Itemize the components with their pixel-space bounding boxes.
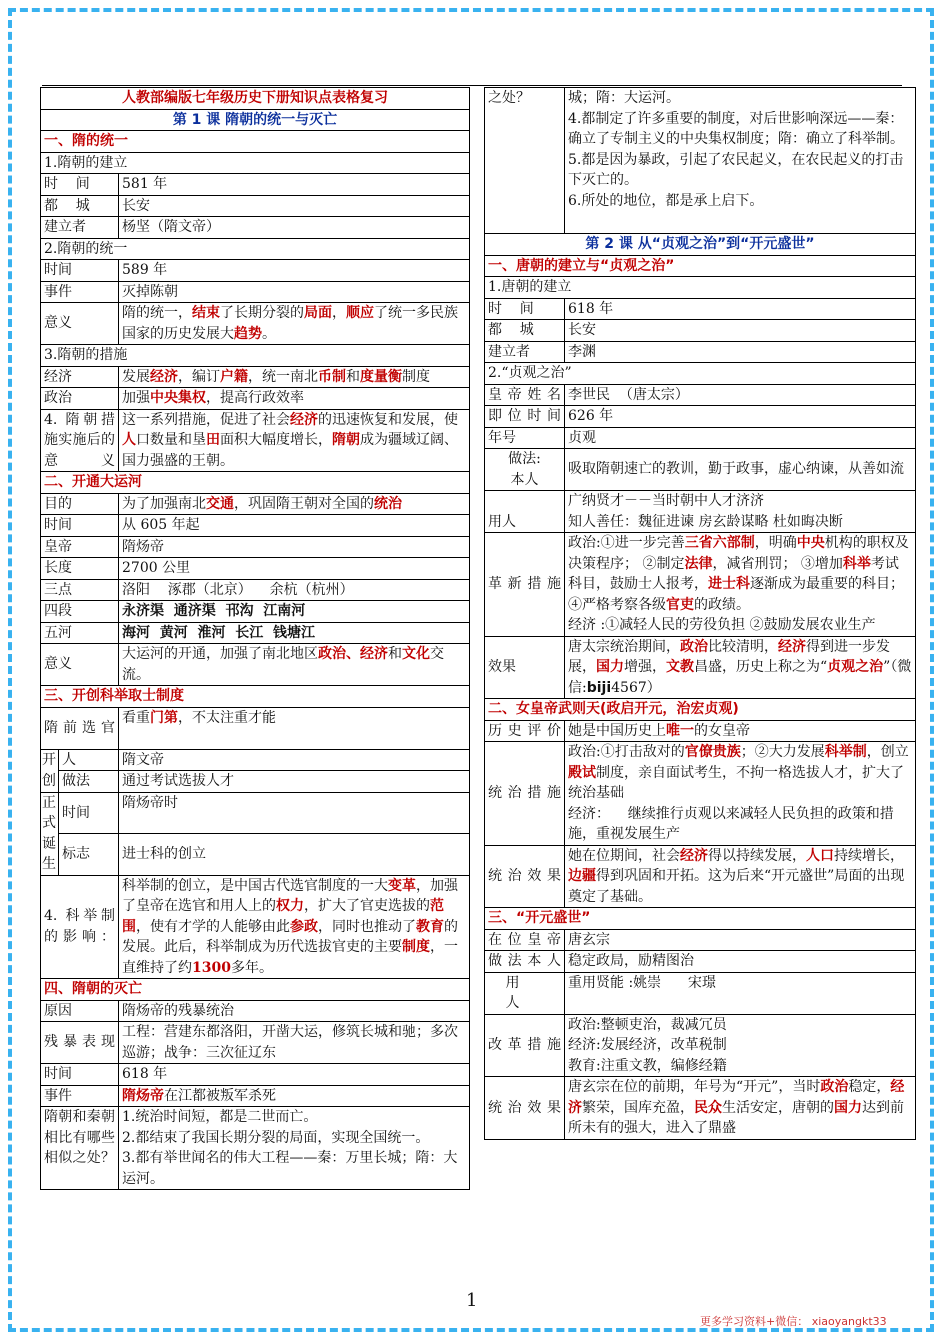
section-title: 三、开创科举取士制度 [41, 686, 470, 708]
row-value: 贞观 [565, 427, 916, 449]
row-value: 永济渠 通济渠 邗沟 江南河 [119, 601, 470, 623]
left-column [40, 87, 470, 1190]
section-title: 三、“开元盛世” [485, 908, 916, 930]
row-label: 建立者 [485, 341, 565, 363]
section-title: 一、唐朝的建立与“贞观之治” [485, 255, 916, 277]
row-value: 长安 [565, 320, 916, 342]
review-table-left [40, 87, 470, 1190]
row-label: 隋前选官 [41, 707, 119, 749]
row-label: 皇帝 [41, 536, 119, 558]
row-label: 都 城 [41, 195, 119, 217]
row-label: 4. 隋朝措施实施后的意义 [41, 409, 119, 472]
subheading: 2.隋朝的统一 [41, 238, 470, 260]
row-value: 她是中国历史上唯一的女皇帝 [565, 720, 916, 742]
row-label: 统治效果 [485, 1077, 565, 1140]
row-label: 做法本人 [485, 951, 565, 973]
subheading: 1.隋朝的建立 [41, 152, 470, 174]
row-label: 改革措施 [485, 1014, 565, 1077]
row-value: 重用贤能 :姚崇 宋璟 [565, 972, 916, 1014]
row-label: 标志 [59, 834, 119, 876]
row-value: 隋炀帝在江都被叛军杀死 [119, 1085, 470, 1107]
row-value: 发展经济，编订户籍，统一南北币制和度量衡制度 [119, 366, 470, 388]
row-value: 政治:①进一步完善三省六部制，明确中央机构的职权及决策程序； ②制定法律，减省刑罚； ③增加科举考试科目，鼓励士人报考，进士科逐渐成为最重要的科目； ④严格考察各级官吏的政绩。 经济 :①减轻人民的劳役负担 ②鼓励发展农业生产 [565, 533, 916, 637]
lesson-2-title: 第 2 课 从“贞观之治”到“开元盛世” [485, 234, 916, 256]
row-value: 广纳贤才－－当时朝中人才济济 知人善任：魏征进谏 房玄龄谋略 杜如晦决断 [565, 491, 916, 533]
row-value: 看重门第，不太注重才能 [119, 707, 470, 749]
row-value: 进士科的创立 [119, 834, 470, 876]
row-label: 都 城 [485, 320, 565, 342]
row-label: 正式诞生 [41, 792, 59, 875]
row-label: 统治效果 [485, 845, 565, 908]
subheading: 2.“贞观之治” [485, 363, 916, 385]
row-label: 时 间 [485, 298, 565, 320]
section-title: 二、女皇帝武则天(政启开元，治宏贞观) [485, 699, 916, 721]
document-title: 人教部编版七年级历史下册知识点表格复习 [41, 88, 470, 110]
row-value: 隋文帝 [119, 749, 470, 771]
row-label: 统治措施 [485, 742, 565, 846]
row-value: 从 605 年起 [119, 515, 470, 537]
subheading: 3.隋朝的措施 [41, 345, 470, 367]
row-value: 洛阳 涿郡（北京） 余杭（杭州） [119, 579, 470, 601]
row-value: 她在位期间，社会经济得以持续发展，人口持续增长，边疆得到巩固和开拓。这为后来“开元盛世”局面的出现奠定了基础。 [565, 845, 916, 908]
row-value: 隋炀帝时 [119, 792, 470, 834]
row-label: 效果 [485, 636, 565, 699]
row-label: 年号 [485, 427, 565, 449]
row-value: 唐太宗统治期间，政治比较清明，经济得到进一步发展，国力增强，文教昌盛，历史上称之为“贞观之治”（微信:biji4567） [565, 636, 916, 699]
review-table-right [484, 87, 916, 1140]
subheading: 1.唐朝的建立 [485, 277, 916, 299]
row-label: 事件 [41, 1085, 119, 1107]
row-value: 589 年 [119, 260, 470, 282]
row-label: 历史评价 [485, 720, 565, 742]
row-value: 海河 黄河 淮河 长江 钱塘江 [119, 622, 470, 644]
row-label: 革新措施 [485, 533, 565, 637]
row-value: 2700 公里 [119, 558, 470, 580]
row-value: 政治:整顿吏治，裁减冗员 经济:发展经济，改革税制 教育:注重文教，编修经籍 [565, 1014, 916, 1077]
row-label: 用人 [485, 491, 565, 533]
row-label: 人 [59, 749, 119, 771]
row-value: 隋的统一，结束了长期分裂的局面，顺应了统一多民族国家的历史发展大趋势。 [119, 303, 470, 345]
row-value: 这一系列措施，促进了社会经济的迅速恢复和发展，使人口数量和垦田面积大幅度增长，隋朝成为疆域辽阔、国力强盛的王朝。 [119, 409, 470, 472]
row-value: 隋炀帝 [119, 536, 470, 558]
row-label: 4. 科举制的影响： [41, 875, 119, 979]
lesson-1-title: 第 1 课 隋朝的统一与灭亡 [41, 109, 470, 131]
row-value: 李渊 [565, 341, 916, 363]
row-label: 时间 [41, 1064, 119, 1086]
section-title: 四、隋朝的灭亡 [41, 979, 470, 1001]
row-label: 时间 [59, 792, 119, 834]
row-label: 做法: 本人 [485, 449, 565, 491]
row-value: 唐玄宗 [565, 929, 916, 951]
row-label: 三点 [41, 579, 119, 601]
row-value: 加强中央集权，提高行政效率 [119, 388, 470, 410]
row-label: 残暴表现 [41, 1022, 119, 1064]
row-value: 581 年 [119, 174, 470, 196]
row-label: 在位皇帝 [485, 929, 565, 951]
row-label: 建立者 [41, 217, 119, 239]
right-column [484, 87, 916, 1140]
row-value: 城；隋：大运河。 4.都制定了许多重要的制度，对后世影响深远——秦：确立了专制主义的中央集权制度；隋：确立了科举制。 5.都是因为暴政，引起了农民起义，在农民起义的打击下灭亡的。 6.所处的地位，都是承上启下。 [565, 88, 916, 234]
row-label: 做法 [59, 771, 119, 793]
row-value: 618 年 [565, 298, 916, 320]
header-rule [42, 85, 902, 86]
footer-note: 更多学习资料+微信： xiaoyangkt33 [700, 1315, 887, 1328]
row-value: 通过考试选拔人才 [119, 771, 470, 793]
row-value: 大运河的开通，加强了南北地区政治、经济和文化交流。 [119, 644, 470, 686]
row-label: 皇帝姓名 [485, 384, 565, 406]
continued-label: 之处？ [488, 90, 530, 106]
row-label: 用人 [485, 972, 565, 1014]
row-value: 626 年 [565, 406, 916, 428]
row-value: 长安 [119, 195, 470, 217]
row-label: 长度 [41, 558, 119, 580]
row-value: 唐玄宗在位的前期，年号为“开元”，当时政治稳定，经济繁荣，国库充盈，民众生活安定，唐朝的国力达到前所未有的强大，进入了鼎盛 [565, 1077, 916, 1140]
row-label: 隋朝和秦朝相比有哪些相似之处？ [41, 1107, 119, 1190]
row-label: 即位时间 [485, 406, 565, 428]
row-label: 经济 [41, 366, 119, 388]
row-label: 四段 [41, 601, 119, 623]
row-value: 1.统治时间短，都是二世而亡。 2.都结束了我国长期分裂的局面，实现全国统一。 3.都有举世闻名的伟大工程——秦：万里长城；隋：大运河。 [119, 1107, 470, 1190]
row-label: 时间 [41, 515, 119, 537]
row-value: 为了加强南北交通，巩固隋王朝对全国的统治 [119, 493, 470, 515]
row-label [485, 88, 565, 234]
row-label: 目的 [41, 493, 119, 515]
continued-text: 城；隋：大运河。 [568, 90, 680, 106]
row-value: 杨坚（隋文帝） [119, 217, 470, 239]
row-label: 时间 [41, 260, 119, 282]
row-label: 时 间 [41, 174, 119, 196]
row-value: 李世民 （唐太宗） [565, 384, 916, 406]
row-label: 意义 [41, 644, 119, 686]
row-value: 吸取隋朝速亡的教训，勤于政事，虚心纳谏，从善如流 [565, 449, 916, 491]
row-label: 政治 [41, 388, 119, 410]
row-value: 科举制的创立，是中国古代选官制度的一大变革，加强了皇帝在选官和用人上的权力，扩大了官吏选拔的范围，使有才学的人能够由此参政，同时也推动了教育的发展。此后，科举制成为历代选拔官吏的主要制度，一直维持了约1300多年。 [119, 875, 470, 979]
row-label: 五河 [41, 622, 119, 644]
row-value: 工程：营建东都洛阳，开凿大运，修筑长城和驰；多次巡游；战争：三次征辽东 [119, 1022, 470, 1064]
row-value: 政治:①打击敌对的官僚贵族；②大力发展科举制，创立殿试制度，亲自面试考生，不拘一格选拔人才，扩大了统治基础 经济： 继续推行贞观以来减轻人民负担的政策和措施，重视发展生产 [565, 742, 916, 846]
row-label: 意义 [41, 303, 119, 345]
section-title: 二、开通大运河 [41, 472, 470, 494]
row-label: 开创 [41, 749, 59, 792]
row-value: 稳定政局，励精图治 [565, 951, 916, 973]
page-number: 1 [466, 1290, 478, 1311]
row-value: 618 年 [119, 1064, 470, 1086]
row-label: 原因 [41, 1000, 119, 1022]
row-value: 隋炀帝的残暴统治 [119, 1000, 470, 1022]
row-value: 灭掉陈朝 [119, 281, 470, 303]
section-title: 一、隋的统一 [41, 131, 470, 153]
row-label: 事件 [41, 281, 119, 303]
